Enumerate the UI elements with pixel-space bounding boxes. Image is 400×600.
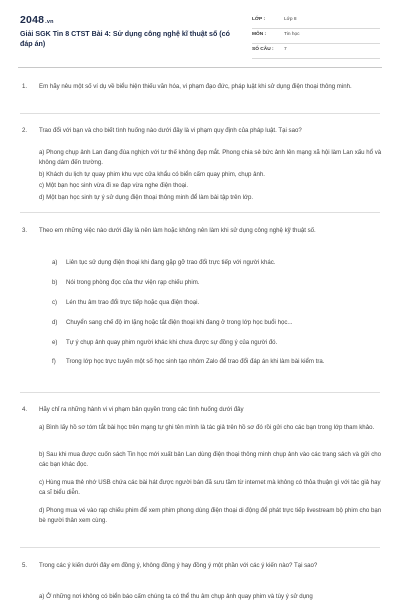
meta-value: 7: [284, 47, 287, 52]
answer-option-text: a) Bình lấy hồ sơ tóm tắt bài học trên mạng tự ghi tên mình là tác giả trên hồ sơ đó rồi gửi cho các bạn trong lớp tham khảo.: [39, 424, 375, 431]
question-number: 5.: [22, 562, 28, 569]
logo-main: 2048: [20, 14, 45, 26]
question-separator: [20, 547, 380, 548]
answer-option-text: Tự ý chụp ảnh quay phim người khác khi chưa được sự đồng ý của người đó.: [66, 339, 278, 346]
question-number: 4.: [22, 406, 28, 413]
question-number: 2.: [22, 127, 28, 134]
question-text: Trong các ý kiến dưới đây em đồng ý, không đồng ý hay đồng ý một phần với các ý kiến nào? Tại sao?: [39, 562, 318, 569]
question-separator: [20, 113, 380, 114]
option-label: a): [52, 259, 58, 266]
page-title: Giải SGK Tin 8 CTST Bài 4: Sử dụng công nghệ kĩ thuật số (có đáp án): [20, 30, 230, 48]
option-label: c): [52, 299, 58, 306]
meta-value: Tin học: [284, 32, 300, 37]
meta-label: SỐ CÂU :: [252, 47, 274, 52]
answer-option-text: b) Khách du lịch tự quay phim khu vực cửa khẩu có biển cấm quay phim, chụp ảnh.: [39, 171, 265, 178]
option-label: d): [52, 319, 58, 326]
question-separator: [20, 392, 380, 393]
question-separator: [20, 212, 380, 213]
option-label: b): [52, 279, 58, 286]
option-label: e): [52, 339, 58, 346]
answer-option-text: d) Phong mua vé vào rạp chiếu phim để xem phim phong dùng điện thoại di động để phát trực tiếp livestream bộ phim cho bạn bè người thân xem cùng.: [39, 507, 382, 524]
question-number: 1.: [22, 83, 28, 90]
meta-label: LỚP :: [252, 17, 266, 22]
answer-option-text: a) Phong chụp ảnh Lan đang đùa nghịch với tư thế không đẹp mắt. Phong chia sẻ bức ảnh lên mạng xã hội làm Lan xấu hổ và không dám đến trường.: [39, 149, 382, 166]
answer-option-text: c) Hùng mua thẻ nhớ USB chứa các bài hát được người bán đã sưu tầm từ internet mà không có thỏa thuận gì với tác giả hay ca sĩ biểu diễn.: [39, 479, 381, 496]
question-number: 3.: [22, 227, 28, 234]
answer-option-text: Trong lớp học trực tuyến một số học sinh tạo nhóm Zalo để trao đổi đáp án khi làm bài kiểm tra.: [66, 358, 325, 365]
answer-option-text: Lén thu âm trao đổi trực tiếp hoặc qua điện thoại.: [66, 299, 200, 306]
meta-value: Lớp 8: [284, 17, 297, 22]
question-text: Theo em những việc nào dưới đây là nên làm hoặc không nên làm khi sử dụng công nghệ kỹ thuật số.: [39, 227, 316, 234]
question-text: Hãy chỉ ra những hành vi vi phạm bản quyền trong các tình huống dưới đây: [39, 406, 244, 413]
answer-option-text: a) Ở những nơi không có biển báo cấm chúng ta có thể thu âm chụp ảnh quay phim và tùy ý sử dụng: [39, 593, 313, 600]
answer-option-text: Nói trong phòng đọc của thư viện rạp chiếu phim.: [66, 279, 200, 286]
answer-option-text: Chuyển sang chế độ im lặng hoặc tắt điện thoại khi đang ở trong lớp học buổi học...: [66, 319, 293, 326]
option-label: f): [52, 358, 56, 365]
meta-label: MÔN :: [252, 32, 267, 37]
question-text: Em hãy nêu một số ví dụ về biểu hiện thiếu văn hóa, vi phạm đạo đức, pháp luật khi sử dụng điện thoại thông minh.: [39, 83, 352, 90]
answer-option-text: d) Một bạn học sinh tự ý sử dụng điện thoại thông minh để làm bài tập trên lớp.: [39, 194, 254, 201]
question-text: Trao đổi với bạn và cho biết tình huống nào dưới đây là vi phạm quy định của pháp luật. Tại sao?: [39, 127, 302, 134]
logo-suffix: .vn: [45, 19, 54, 25]
answer-option-text: b) Sau khi mua được cuốn sách Tin học mới xuất bản Lan dùng điện thoại thông minh chụp ảnh vào các trang sách và gửi cho các bạn khác đọc.: [39, 451, 382, 468]
answer-option-text: c) Một bạn học sinh vừa đi xe đạp vừa nghe điện thoại.: [39, 182, 189, 189]
answer-option-text: Liên tục sử dụng điện thoại khi đang gặp gỡ trao đổi trực tiếp với người khác.: [66, 259, 276, 266]
